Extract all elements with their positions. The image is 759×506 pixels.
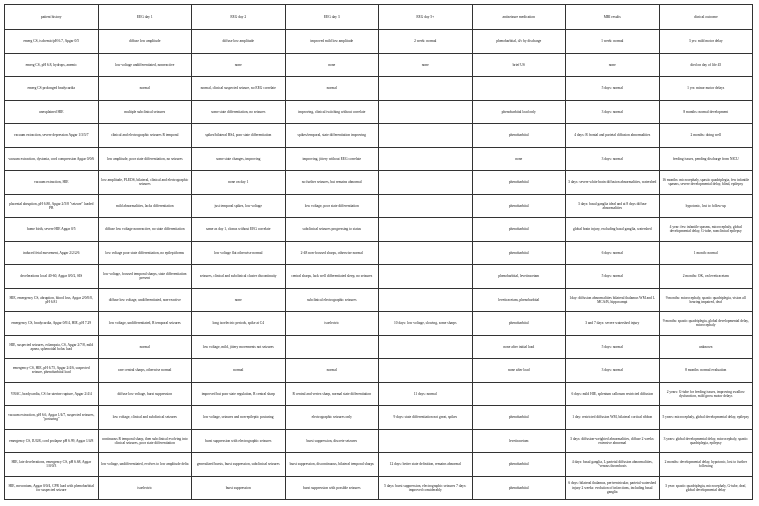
table-cell: normal (285, 359, 379, 383)
table-cell: phenobarbital (472, 194, 566, 218)
table-cell: burst suppression with electrographic seizures (192, 429, 286, 453)
table-cell: improved mild low amplitude (285, 30, 379, 54)
table-cell: improving, clinical twitching without correlate (285, 100, 379, 124)
table-cell: levetiracetam (472, 429, 566, 453)
table-cell: emergency CS, bradycardia, Apgar 0/0/4, HIE, pH 7.29 (5, 312, 99, 336)
table-cell: 2 years: G-tube for feeding issues, improving swallow dysfunction, mild gross motor delays (659, 382, 753, 406)
table-cell: 1 day: restricted diffusion WM, bilateral cortical ribbon (566, 406, 660, 430)
table-cell: phenobarbital (472, 312, 566, 336)
table-cell: emerg CS, ischemic/pH 6.7, Apgar 0/5 (5, 30, 99, 54)
table-cell: electrographic seizures only (285, 406, 379, 430)
table-cell: diffuse low voltage, undifferentiated, non-reactive (98, 288, 192, 312)
table-row (5, 406, 753, 430)
table-cell: 6 days: bilateral thalamus, periventricular, parietal watershed injury 2 weeks: evolution of infarctions, including basal ganglia (566, 476, 660, 500)
table-cell: low voltage, undifferentiated, evolves to low amplitude delta (98, 453, 192, 477)
table-cell: 2 months: doing well (659, 124, 753, 148)
column-header: EEG day 3 (285, 5, 379, 30)
table-cell: 3 year: spastic quadriplegia, microcephaly, G-tube, deaf, global developmental delay (659, 476, 753, 500)
table-row (5, 429, 753, 453)
table-cell: isoelectric (285, 312, 379, 336)
table-cell: levetiracetam, phenobarbital (472, 288, 566, 312)
table-cell: 2-48 non-focused sharps, otherwise normal (285, 241, 379, 265)
table-cell: 4 days: R frontal and parietal diffusion abnormalities (566, 124, 660, 148)
table-cell: isoelectric (98, 476, 192, 500)
table-cell: induced fetal movement, Apgar 2/2/2/6 (5, 241, 99, 265)
table-cell: low voltage, mild, jittery movements not seizures (192, 335, 286, 359)
table-row (5, 359, 753, 383)
table-cell: no further seizures, but remains abnormal (285, 171, 379, 195)
table-cell (472, 382, 566, 406)
table-cell: seizures, clinical and subclinical cluster discontinuity (192, 265, 286, 289)
table-row (5, 53, 753, 77)
table-cell: none (472, 147, 566, 171)
table-row (5, 382, 753, 406)
table-row (5, 335, 753, 359)
table-cell: HIE, emergency CS, abruption, blood loss, Apgar 2/0/0/0, pH 6.81 (5, 288, 99, 312)
table-cell (472, 77, 566, 101)
table-cell: global brain injury, excluding basal ganglia, watershed (566, 218, 660, 242)
column-header: EEG day 5+ (379, 5, 473, 30)
document-frame (4, 4, 753, 500)
table-row (5, 241, 753, 265)
table-cell: burst suppression, discrete seizures (285, 429, 379, 453)
table-cell: brief US (472, 53, 566, 77)
table-cell (379, 171, 473, 195)
table-cell: low amplitude, poor state differentiation, no seizures (98, 147, 192, 171)
table-cell: rare central sharps, otherwise normal (98, 359, 192, 383)
column-header: clinical outcome (659, 5, 753, 30)
table-cell: central sharps, lack well differentiated sleep, no seizures (285, 265, 379, 289)
table-cell: none (285, 53, 379, 77)
table-row (5, 147, 753, 171)
table-cell: spikes/temporal, state differentiation improving (285, 124, 379, 148)
table-cell (285, 335, 379, 359)
table-cell (379, 429, 473, 453)
table-cell (379, 194, 473, 218)
table-cell: none on day 1 (192, 171, 286, 195)
table-cell: HIE, late decelerations, emergency CS, pH 6.68, Apgar 1/0/0/3 (5, 453, 99, 477)
table-row (5, 312, 753, 336)
table-cell: normal (285, 77, 379, 101)
table-cell: 5 years: microcephaly, global developmental delay, epilepsy (659, 406, 753, 430)
table-cell: multiple subclinical seizures (98, 100, 192, 124)
table-cell: low voltage, focused temporal sharps, state differentiation present (98, 265, 192, 289)
table-cell: 3 and 7 days: severe watershed injury (566, 312, 660, 336)
table-cell: feeding issues, pending discharge from NICU (659, 147, 753, 171)
table-cell: 2 week: normal (379, 30, 473, 54)
table-cell: 3 years: global developmental delay, microcephaly, spastic quadriplegia, epilepsy (659, 429, 753, 453)
table-cell: subclinical electrographic seizures (285, 288, 379, 312)
table-cell: subclinical seizures progressing to status (285, 218, 379, 242)
table-cell: vacuum extraction, severe depression Apgar 1/3/5/7 (5, 124, 99, 148)
table-cell: none (566, 53, 660, 77)
table-cell: phenobarbital (472, 453, 566, 477)
table-cell: low voltage, poor state differentiation (285, 194, 379, 218)
table-cell: generalized bursts, burst suppression, subclinical seizures (192, 453, 286, 477)
table-cell (379, 335, 473, 359)
table-cell: emergency CS, HIE, pH 6.75, Apgar 2/4/6, suspected seizure, phenobarbital load (5, 359, 99, 383)
table-cell (379, 265, 473, 289)
table-cell: some state differentiation, no seizures (192, 100, 286, 124)
table-cell: 6 days: mild HIE, splenium callosum restricted diffusion (566, 382, 660, 406)
column-header: MRI results (566, 5, 660, 30)
table-cell: 3 days: normal (566, 359, 660, 383)
table-cell: normal (98, 77, 192, 101)
table-cell: 2 months: developmental delay, hypotonic, lost to further following (659, 453, 753, 477)
table-cell: 9 months: microcephaly, spastic quadriplegia, vision all hearing impaired, deaf (659, 288, 753, 312)
table-cell: phenobarbital (472, 406, 566, 430)
table-cell: improving, jittery without EEG correlate (285, 147, 379, 171)
table-cell: none after load (472, 359, 566, 383)
table-body (5, 30, 753, 500)
table-cell (379, 241, 473, 265)
table-cell: low voltage flat otherwise normal (192, 241, 286, 265)
table-cell: 8 months: normal development (659, 100, 753, 124)
table-cell: unknown (659, 335, 753, 359)
table-cell (379, 147, 473, 171)
table-cell (379, 77, 473, 101)
table-cell: 3 days: normal (566, 100, 660, 124)
table-row (5, 171, 753, 195)
table-cell: spikes/bilateral BS4, poor state differentiation (192, 124, 286, 148)
column-header: EEG day 2 (192, 5, 286, 30)
table-cell: phenobarbital load only (472, 100, 566, 124)
column-header: EEG day 1 (98, 5, 192, 30)
table-cell: phenobarbital, levetiracetam (472, 265, 566, 289)
table-cell: 9 days: state differentiation not great, spikes (379, 406, 473, 430)
table-cell: clinical and electrographic seizures R temporal (98, 124, 192, 148)
table-row (5, 453, 753, 477)
table-row (5, 77, 753, 101)
table-cell: phenobarbital (472, 218, 566, 242)
table-cell: diffuse low amplitude (98, 30, 192, 54)
table-row (5, 265, 753, 289)
table-cell: emerg CS, pH 6.8, hydrops, anemic (5, 53, 99, 77)
table-cell: phenobarbital, d/c by discharge (472, 30, 566, 54)
table-cell: died on day of life 45 (659, 53, 753, 77)
table-cell: vacuum extraction, pH 6.6, Apgar 1/4/7, suspected seizures, "posturing" (5, 406, 99, 430)
column-header: antiseizure medication (472, 5, 566, 30)
table-cell: emergency CS, IUGR, cord prolapse pH 6.99, Apgar 1/4/8 (5, 429, 99, 453)
table-cell: none (192, 288, 286, 312)
table-cell: 5 days: normal (566, 265, 660, 289)
table-cell: 8 months: normal evaluation (659, 359, 753, 383)
table-cell: phenobarbital (472, 124, 566, 148)
table-cell: 1day: diffusion abnormalities bilateral thalamus WM and L MCA/B, hippocampi (566, 288, 660, 312)
table-row (5, 124, 753, 148)
table-cell: 4 days: basal ganglia, L parietal diffusion abnormalities, "venous thrombosis (566, 453, 660, 477)
table-cell: phenobarbital (472, 241, 566, 265)
table-cell: 2 months: OK, on levetiracetam (659, 265, 753, 289)
table-cell: just temporal spikes, low voltage (192, 194, 286, 218)
table-cell: diffuse low amplitude (192, 30, 286, 54)
table-cell: low amplitude, PLEDS, bilateral, clinical and electrographic seizures (98, 171, 192, 195)
table-cell: low voltage, clinical and subclinical seizures (98, 406, 192, 430)
table-cell: burst suppression (192, 476, 286, 500)
table-cell: 1 yrs: minor motor delays (659, 77, 753, 101)
table-cell: 5 days: normal (566, 77, 660, 101)
column-header: patient history (5, 5, 99, 30)
table-cell: 3 days: diffusion-weighted abnormalities, diffuse 2 weeks: extensive abnormal (566, 429, 660, 453)
table-cell: burst suppression, discontinuous, bilateral temporal sharps (285, 453, 379, 477)
table-cell: R central and vertex sharp, normal state differentiation (285, 382, 379, 406)
table-cell: none after initial load (472, 335, 566, 359)
table-cell: 16 months: microcephaly, spastic quadriplegia, few infantile spasms, severe developmental delay, blind, epilepsy (659, 171, 753, 195)
table-cell (379, 124, 473, 148)
table-cell (379, 218, 473, 242)
table-cell: 3 days: normal (566, 147, 660, 171)
table-cell: diffuse low voltage nonreactive, no state differentiation (98, 218, 192, 242)
table-row (5, 194, 753, 218)
table-row (5, 288, 753, 312)
table-cell: burst suppression with possible seizures (285, 476, 379, 500)
table-cell: HIE, meconium, Apgar 0/0/4, CPR load with phenobarbital for suspected seizure (5, 476, 99, 500)
table-row (5, 100, 753, 124)
table-row (5, 30, 753, 54)
table-cell: 3 days: basal ganglia ideal and at 8 days diffuse abnormalities (566, 194, 660, 218)
table-cell (379, 288, 473, 312)
table-cell: none (379, 53, 473, 77)
table-cell: low voltage undifferentiated, nonreactive (98, 53, 192, 77)
table-cell: emerg CS prolonged bradycardia (5, 77, 99, 101)
table-cell: 4 year: few infantile spasms, microcephaly, global developmental delay, G-tube, nonclinical epilepsy (659, 218, 753, 242)
table-cell: HIE, suspected seizures, eclampsia, CS, Apgar 2/7/8, mild apnea, sphenoidal bolus load (5, 335, 99, 359)
table-cell: 6 days: normal (566, 241, 660, 265)
table-cell: 3 yrs: mild motor delay (659, 30, 753, 54)
table-row (5, 218, 753, 242)
table-cell: phenobarbital (472, 476, 566, 500)
table-cell: vacuum extraction, HIE (5, 171, 99, 195)
table-cell: normal (192, 359, 286, 383)
table-cell: 5 days: burst suppression, electrographic seizures 7 days: improved considerably (379, 476, 473, 500)
table-cell: normal (98, 335, 192, 359)
table-cell: phenobarbital (472, 171, 566, 195)
table-cell: same as day 1, clonus without EEG correlate (192, 218, 286, 242)
table-cell: continuous R temporal sharp, then subclinical evolving into clinical seizures, poor state differentiation (98, 429, 192, 453)
table-cell: 10 days: low voltage, slowing, some sharps (379, 312, 473, 336)
table-cell: diffuse low voltage, burst suppression (98, 382, 192, 406)
table-cell: 1 month: normal (659, 241, 753, 265)
table-row (5, 476, 753, 500)
table-cell: VBAC, bradycardia, CS for uterine rupture, Apgar 2/4/4 (5, 382, 99, 406)
table-cell: 11 days: normal (379, 382, 473, 406)
table-cell (379, 100, 473, 124)
table-cell: placental abruption, pH 6.80, Apgar 2/5/8 "seizure" loaded PB (5, 194, 99, 218)
table-cell: 12 days: better state definition, remains abnormal (379, 453, 473, 477)
table-cell: normal, clinical suspected seizure, no EEG correlate (192, 77, 286, 101)
table-header-row (5, 5, 753, 30)
table-cell: 1 week: normal (566, 30, 660, 54)
data-table (4, 4, 753, 500)
table-cell: home birth, severe HIE Apgar 0/5 (5, 218, 99, 242)
table-cell: improved but poor state regulation, R central sharp (192, 382, 286, 406)
table-cell: long isoelectric periods, spike at C4 (192, 312, 286, 336)
table-cell: decelerations local 40-60, Apgar 0/0/2, SIS (5, 265, 99, 289)
table-cell: low voltage, undifferentiated, R temporal seizures (98, 312, 192, 336)
table-cell: hypotonic, lost to follow-up (659, 194, 753, 218)
table-cell: unexplained HIE (5, 100, 99, 124)
table-cell: 5 days: normal (566, 335, 660, 359)
table-cell (379, 359, 473, 383)
table-cell: vacuum extraction, dystonia, cord compression Apgar 0/0/6 (5, 147, 99, 171)
table-cell: 9 months: spastic quadriplegia, global developmental delay, microcephaly (659, 312, 753, 336)
table-cell: 3 days: severe white brain diffusion abnormalities, watershed (566, 171, 660, 195)
table-cell: low voltage poor state differentiation, no epileptiforms (98, 241, 192, 265)
table-cell: some state changes, improving (192, 147, 286, 171)
table-cell: mild abnormalities, lacks differentiation (98, 194, 192, 218)
table-cell: low voltage, seizures and non-epileptic posturing (192, 406, 286, 430)
table-cell: none (192, 53, 286, 77)
